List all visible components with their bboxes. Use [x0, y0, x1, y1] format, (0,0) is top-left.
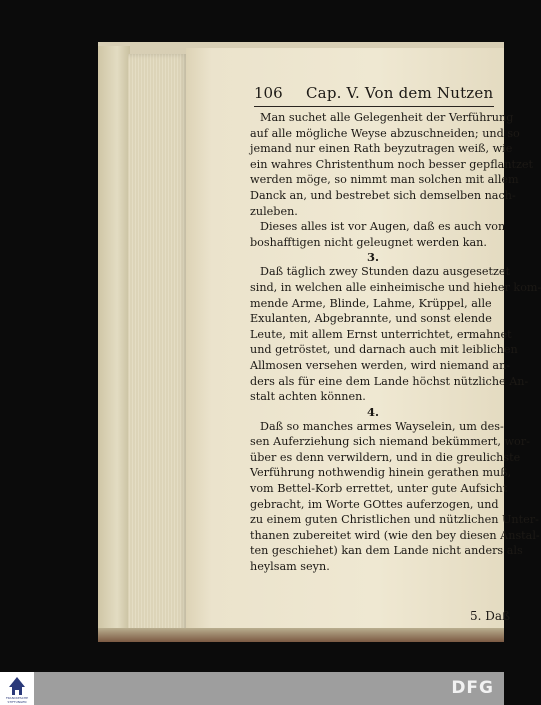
viewer-footer	[0, 672, 504, 705]
running-title: Cap. V. Von dem Nutzen	[306, 84, 494, 102]
section-number: 4.	[366, 404, 379, 419]
text-line: Man suchet alle Gelegenheit der Verführung	[260, 111, 514, 124]
text-line: heylsam seyn.	[250, 560, 330, 574]
text-line: thanen zubereitet wird (wie den bey diesen Anstal-	[250, 528, 540, 542]
text-line: ten geschiehet) kan dem Lande nicht anders als	[250, 544, 523, 558]
text-line: stalt achten können.	[250, 390, 366, 404]
text-line: Verführung nothwendig hinein gerathen muß,	[250, 466, 512, 480]
text-line: vom Bettel-Korb errettet, unter gute Aufsicht	[250, 482, 508, 496]
text-line: gebracht, im Worte GOttes auferzogen, und	[250, 497, 499, 511]
page-number: 106	[254, 84, 283, 102]
text-line: mende Arme, Blinde, Lahme, Krüppel, alle	[250, 296, 492, 310]
text-line: und getröstet, und darnach auch mit leiblichen	[250, 343, 518, 357]
text-line: Danck an, und bestrebet sich demselben nach-	[250, 188, 516, 202]
text-line: ders als für eine dem Lande höchst nützliche An-	[250, 374, 529, 388]
text-line: Dieses alles ist vor Augen, daß es auch von	[260, 220, 506, 234]
page-stack	[128, 54, 188, 634]
text-line: Allmosen versehen werden, wird niemand an-	[250, 358, 511, 372]
page-header	[254, 84, 494, 107]
logo-text: FRANCKESCHE STIFTUNGEN	[5, 696, 29, 704]
text-line: boshafftigen nicht geleugnet werden kan.	[250, 235, 487, 249]
text-line: Leute, mit allem Ernst unterrichtet, ermahnet	[250, 327, 512, 341]
text-line: auf alle mögliche Weyse abzuschneiden; und so	[250, 126, 520, 140]
text-line: zu einem guten Christlichen und nützlichen Unter-	[250, 513, 539, 527]
text-line: Daß täglich zwey Stunden dazu ausgesetzet	[260, 265, 511, 279]
text-line: sind, in welchen alle einheimische und hieher kom-	[250, 280, 541, 294]
body-text	[250, 110, 541, 575]
text-line: ein wahres Christenthum noch besser gepflantzet	[250, 157, 534, 171]
text-line: jemand nur einen Rath beyzutragen weiß, wie	[250, 142, 513, 156]
binding-edge	[98, 628, 504, 642]
text-line: Daß so manches armes Wayselein, um des-	[260, 419, 504, 433]
text-line: zuleben.	[250, 204, 298, 218]
section-number: 3.	[366, 250, 379, 265]
text-line: Exulanten, Abgebrannte, und sonst elende	[250, 312, 492, 326]
text-line: werden möge, so nimmt man solchen mit allem	[250, 173, 519, 187]
text-line: über es denn verwildern, und in die greulichste	[250, 450, 521, 464]
book-cover-edge	[98, 46, 130, 640]
text-line: sen Auferziehung sich niemand bekümmert, wor-	[250, 435, 530, 449]
dfg-logo[interactable]: DFG	[451, 678, 494, 698]
footer-bar	[34, 672, 504, 705]
catchword: 5. Daß	[470, 609, 511, 623]
